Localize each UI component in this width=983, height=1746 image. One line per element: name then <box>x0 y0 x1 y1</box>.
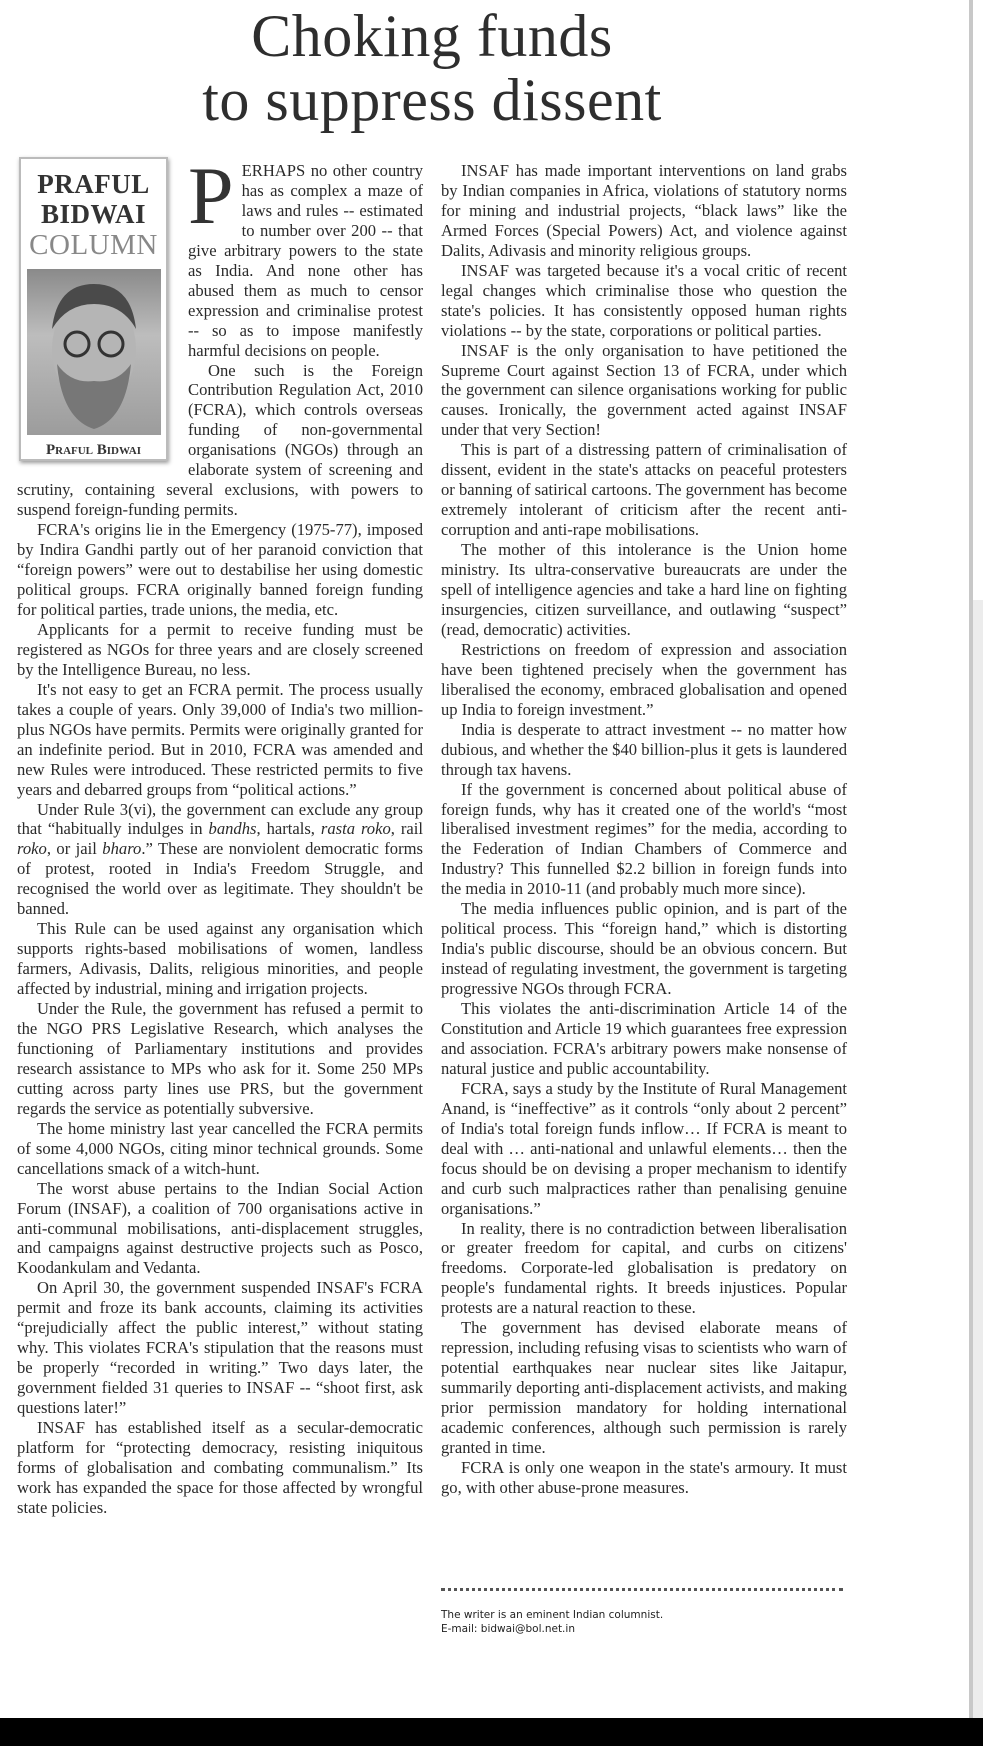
article-paragraph <box>441 720 847 780</box>
paragraph-text: This Rule can be used against any organisation which supports rights-based mobilisations of women, landless farmers, Adivasis, Dalits, religious minorities, and people affected by industrial, mining and irrigation projects. <box>17 919 423 999</box>
paragraph-text: The home ministry last year cancelled the FCRA permits of some 4,000 NGOs, citing minor technical grounds. Some cancellations smack of a witch-hunt. <box>17 1118 423 1178</box>
article-paragraph <box>441 780 847 900</box>
paragraph-text: This is part of a distressing pattern of criminalisation of dissent, evident in the state's attacks on peaceful protesters or banning of satirical cartoons. The government has become extremely intolerant of criticism after the recent anti-corruption and anti-rape mobilisations. <box>441 440 847 540</box>
article-paragraph <box>441 261 847 341</box>
paragraph-text: .” These are nonviolent democratic forms of protest, rooted in India's Freedom Struggle, and recognised the world over as legitimate. They shouldn't be banned. <box>17 839 423 919</box>
footer-divider <box>441 1588 843 1591</box>
right-column-body <box>441 161 847 1498</box>
article-paragraph <box>441 1458 847 1498</box>
paragraph-text: INSAF was targeted because it's a vocal critic of recent legal changes which criminalise those who question the state's policies. It has consistently opposed human rights violations -- by the state, corporations or political parties. <box>441 260 847 340</box>
article-paragraph <box>17 620 423 680</box>
paragraph-text: Under Rule 3(vi), the government can exclude any group that “habitually indulges in <box>17 799 423 839</box>
paragraph-text: FCRA's origins lie in the Emergency (1975-77), imposed by Indira Gandhi partly out of her paranoid conviction that “foreign powers” were out to destabilise her using domestic political groups. FCRA originally banned foreign funding for political parties, trade unions, the media, etc. <box>17 520 423 619</box>
bottom-bar <box>0 1718 983 1746</box>
italic-text: rasta roko <box>320 819 391 839</box>
paragraph-text: One such is the Foreign Contribution Regulation Act, 2010 (FCRA), which controls overseas funding of non-governmental organisations (NGOs) through an elaborate system of screening and scrutiny, containing several exclusions, with powers to suspend foreign-funding permits. <box>17 360 423 520</box>
article-column-left <box>17 150 423 1518</box>
article-headline <box>17 4 847 132</box>
author-description: The writer is an eminent Indian columnist. <box>441 1609 664 1621</box>
paragraph-text: , or jail <box>46 839 103 859</box>
paragraph-text: On April 30, the government suspended INSAF's FCRA permit and froze its bank accounts, claiming its activities “prejudicially affect the public interest,” without stating why. This violates FCRA's stipulation that the reasons must be properly “recorded in writing.” Two days later, the government fielded 31 queries to INSAF -- “shoot first, ask questions later!” <box>17 1278 423 1418</box>
paragraph-text: The worst abuse pertains to the Indian Social Action Forum (INSAF), a coalition of 700 organisations active in anti-communal mobilisations, anti-displacement struggles, and campaigns against destructive projects such as Posco, Koodankulam and Vedanta. <box>17 1178 423 1278</box>
article-paragraph <box>17 800 423 920</box>
paragraph-text: In reality, there is no contradiction between liberalisation or greater freedom for capital, and curbs on citizens' freedoms. Corporate-led globalisation is predatory on people's fundamental rights. It breeds injustices. Popular protests are a natural reaction to these. <box>441 1218 847 1318</box>
paragraph-text: INSAF has established itself as a secular-democratic platform for “protecting democracy, resisting iniquitous forms of globalisation and combating communalism.” Its work has expanded the space for those affected by wrongful state policies. <box>17 1418 423 1517</box>
paragraph-text: INSAF is the only organisation to have petitioned the Supreme Court against Section 13 of FCRA, under which the government can silence organisations working for public causes. Ironically, the government acted against INSAF under that very Section! <box>441 340 847 440</box>
paragraph-text: , hartals, <box>256 819 321 839</box>
article-paragraph <box>17 919 423 999</box>
paragraph-text: India is desperate to attract investment -- no matter how dubious, and whether the $40 billion-plus it gets is laundered through tax havens. <box>441 719 847 779</box>
italic-text: roko <box>17 839 47 859</box>
column-label: COLUMN <box>29 229 158 261</box>
article-paragraph <box>441 161 847 261</box>
paragraph-text: INSAF has made important interventions on land grabs by Indian companies in Africa, violations of statutory norms for mining and industrial projects, “black laws” like the Armed Forces (Special Powers) Act, and violence against Dalits, Adivasis and minority religious groups. <box>441 161 847 260</box>
italic-text: bharo <box>102 839 142 859</box>
paragraph-text: The media influences public opinion, and is part of the political process. This “foreign hand,” which is distorting India's public discourse, should be an obvious concern. But instead of regulating investment, the government is targeting progressive NGOs through FCRA. <box>441 899 847 999</box>
paragraph-text: Applicants for a permit to receive funding must be registered as NGOs for three years and are closely screened by the Intelligence Bureau, no less. <box>17 619 423 679</box>
paragraph-text: This violates the anti-discrimination Article 14 of the Constitution and Article 19 which guarantees free expression and association. FCRA's arbitrary powers make nonsense of natural justice and public accountability. <box>441 999 847 1078</box>
paragraph-text: If the government is concerned about political abuse of foreign funds, why has it created one of the world's “most liberalised investment regimes” for the media, according to the Federation of Indian Chambers of Commerce and Industry? This funnelled $2.2 billion in foreign funds into the media in 2010-11 (and probably much more since). <box>441 779 847 899</box>
article-paragraph <box>441 899 847 999</box>
article-column-right <box>441 161 847 1498</box>
column-byline-box <box>19 157 168 461</box>
article-paragraph <box>441 341 847 441</box>
italic-text: bandhs <box>208 819 257 839</box>
article-paragraph <box>441 999 847 1079</box>
article-paragraph <box>441 640 847 720</box>
article-paragraph <box>441 1079 847 1219</box>
paragraph-text: FCRA, says a study by the Institute of Rural Management Anand, is “ineffective” as it controls “only about 2 percent” of India's total foreign funds inflow… If FCRA is meant to deal with … anti-national and unlawful elements… then the focus should be on devising a proper mechanism to identify and curb such malpractices rather than penalising genuine organisations.” <box>441 1078 847 1218</box>
author-photo <box>27 269 161 435</box>
scrollbar-area[interactable] <box>973 600 983 1718</box>
paragraph-text: , rail <box>390 819 423 839</box>
article-paragraph <box>441 1219 847 1319</box>
headline-line-1: Choking funds <box>251 3 613 69</box>
article-paragraph <box>441 440 847 540</box>
article-paragraph <box>441 1318 847 1458</box>
article-paragraph <box>441 540 847 640</box>
article-paragraph <box>17 1119 423 1179</box>
paragraph-text: FCRA is only one weapon in the state's armoury. It must go, with other abuse-prone measures. <box>441 1457 847 1497</box>
author-email: E-mail: bidwai@bol.net.in <box>441 1623 575 1635</box>
paragraph-text: Restrictions on freedom of expression and association have been tightened precisely when the government has liberalised the economy, embraced globalisation and opened up India to foreign investment.” <box>441 639 847 719</box>
headline-line-2: to suppress dissent <box>202 67 662 133</box>
article-paragraph <box>17 1179 423 1279</box>
article-paragraph <box>17 1418 423 1518</box>
paragraph-text: ERHAPS no other country has as complex a maze of laws and rules -- estimated to number over 200 -- that give arbitrary powers to the state as India. And none other has abused them as much to censor expression and criminalise protest -- so as to impose manifestly harmful decisions on people. <box>188 161 423 360</box>
article-paragraph <box>17 520 423 620</box>
paragraph-text: It's not easy to get an FCRA permit. The process usually takes a couple of years. Only 39,000 of India's two million-plus NGOs have permits. Permits were originally granted for an indefinite period. But in 2010, FCRA was amended and new Rules were introduced. These restricted permits to five years and debarred groups from “political actions.” <box>17 679 423 799</box>
paragraph-text: Under the Rule, the government has refused a permit to the NGO PRS Legislative Research, which analyses the functioning of Parliamentary institutions and provides research assistance to MPs who ask for it. Some 250 MPs cutting across party lines use PRS, but the government regards the service as potentially subversive. <box>17 999 423 1118</box>
paragraph-text: The mother of this intolerance is the Union home ministry. Its ultra-conservative bureaucrats are under the spell of intelligence agencies and take a hard line on fighting insurgencies, citizen surveillance, and outlawing “suspect” (read, democratic) activities. <box>441 540 847 639</box>
article-paragraph <box>17 1278 423 1418</box>
article-paragraph <box>17 999 423 1119</box>
paragraph-text: The government has devised elaborate means of repression, including refusing visas to scientists who warn of potential earthquakes near nuclear sites like Jaitapur, summarily deporting anti-displacement activists, and making prior permission mandatory for holding international academic conferences, although such permission is rarely granted in time. <box>441 1318 847 1457</box>
drop-cap: P <box>188 150 234 241</box>
article-paragraph <box>17 680 423 800</box>
columnist-name-line-1: PRAFUL <box>37 169 150 199</box>
columnist-name-line-2: BIDWAI <box>40 199 147 229</box>
photo-caption: Praful Bidwai <box>45 442 142 458</box>
author-note <box>441 1608 663 1636</box>
